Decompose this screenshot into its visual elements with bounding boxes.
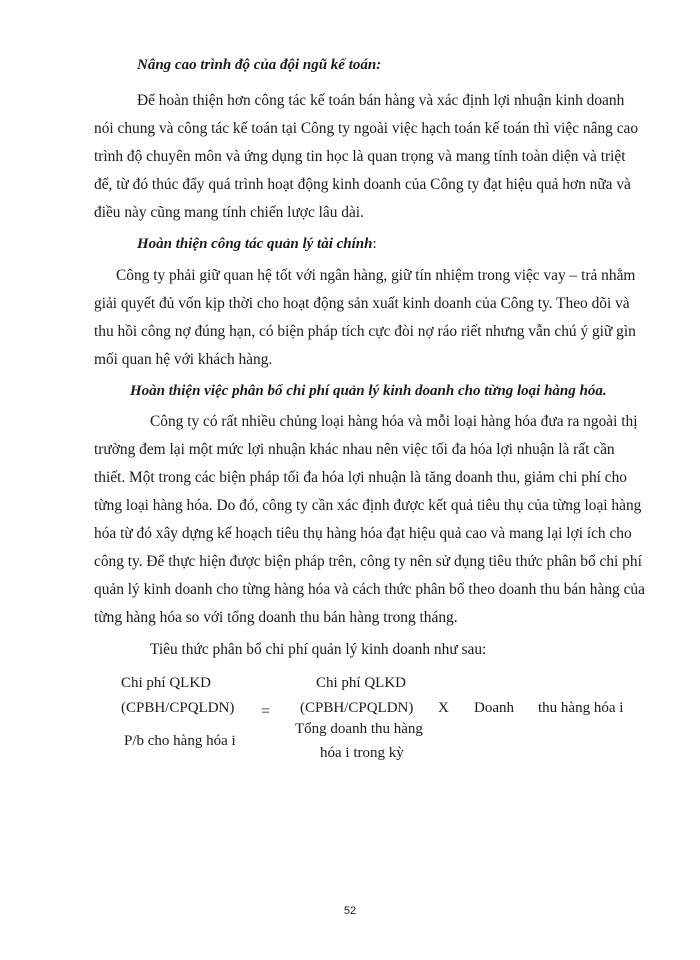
page-number: 52 <box>343 905 357 917</box>
paragraph-line: thiết. Một trong các biện pháp tối đa hóa lợi nhuận là tăng doanh thu, giảm chi phí cho <box>94 469 628 486</box>
paragraph-line: công ty. Để thực hiện được biện pháp trên, công ty nên sử dụng tiêu thức phân bổ chi phí <box>94 553 642 570</box>
paragraph-line: giải quyết đủ vốn kịp thời cho hoạt động sản xuất kinh doanh của Công ty. Theo dõi và <box>94 295 630 312</box>
paragraph-line: điều này cũng mang tính chiến lược lâu dài. <box>94 204 364 221</box>
paragraph-line: để, từ đó thúc đẩy quá trình hoạt động kinh doanh của Công ty đạt hiệu quả hơn nữa và <box>94 176 631 193</box>
formula-thu-hang-hoa: thu hàng hóa i <box>538 700 624 716</box>
paragraph-line: Công ty phải giữ quan hệ tốt với ngân hàng, giữ tín nhiệm trong việc vay – trả nhằm <box>116 267 636 284</box>
formula-times: X <box>438 700 449 716</box>
formula-intro: Tiêu thức phân bổ chi phí quản lý kinh doanh như sau: <box>150 641 487 658</box>
paragraph-line: từng hàng hóa so với tổng doanh thu bán hàng trong tháng. <box>94 609 458 626</box>
formula-right-top1: Chi phí QLKD <box>316 675 406 691</box>
paragraph-line: trường đem lại một mức lợi nhuận khác nhau nên việc tối đa hóa lợi nhuận là rất cần <box>94 441 615 458</box>
paragraph-line: Để hoàn thiện hơn công tác kế toán bán hàng và xác định lợi nhuận kinh doanh <box>137 92 625 109</box>
section-heading-cost-allocation: Hoàn thiện việc phân bổ chi phí quản lý kinh doanh cho từng loại hàng hóa. <box>130 383 607 399</box>
section-heading-accounting-staff: Nâng cao trình độ của đội ngũ kế toán: <box>137 57 382 73</box>
section-heading-finance <box>137 236 377 253</box>
paragraph-line: quản lý kinh doanh cho từng hàng hóa và cách thức phân bổ theo doanh thu bán hàng của <box>94 581 645 598</box>
paragraph-line: nói chung và công tác kế toán tại Công ty ngoài việc hạch toán kế toán thì việc nâng cao <box>94 120 639 137</box>
formula-right-bottom2: hóa i trong kỳ <box>320 745 404 761</box>
formula-right-top2: (CPBH/CPQLDN) <box>300 700 414 716</box>
paragraph-line: từng loại hàng hóa. Do đó, công ty cần xác định được kết quả tiêu thụ của từng loại hàng <box>94 497 642 514</box>
paragraph-line: thu hồi công nợ đúng hạn, có biện pháp tích cực đòi nợ ráo riết nhưng vẫn chú ý giữ gìn <box>94 323 636 340</box>
formula-left-line2: (CPBH/CPQLDN) <box>121 700 235 716</box>
paragraph-line: hóa từ đó xây dựng kế hoạch tiêu thụ hàng hóa đạt hiệu quả cao và mang lại lợi ích cho <box>94 525 632 542</box>
formula-left-line3: P/b cho hàng hóa i <box>124 733 236 749</box>
paragraph-line: mối quan hệ với khách hàng. <box>94 351 273 368</box>
paragraph-line: trình độ chuyên môn và ứng dụng tin học là quan trọng và mang tính toàn diện và triệt <box>94 148 626 165</box>
formula-right-bottom1: Tổng doanh thu hàng <box>295 721 423 737</box>
paragraph-line: Công ty có rất nhiều chủng loại hàng hóa và mỗi loại hàng hóa đưa ra ngoài thị <box>150 413 638 430</box>
section-heading-finance-text: Hoàn thiện công tác quản lý tài chính <box>137 236 373 252</box>
heading-colon: : <box>372 236 377 252</box>
formula-doanh: Doanh <box>474 700 514 716</box>
formula-left-line1: Chi phí QLKD <box>121 675 211 691</box>
formula-equals: = <box>261 703 271 720</box>
